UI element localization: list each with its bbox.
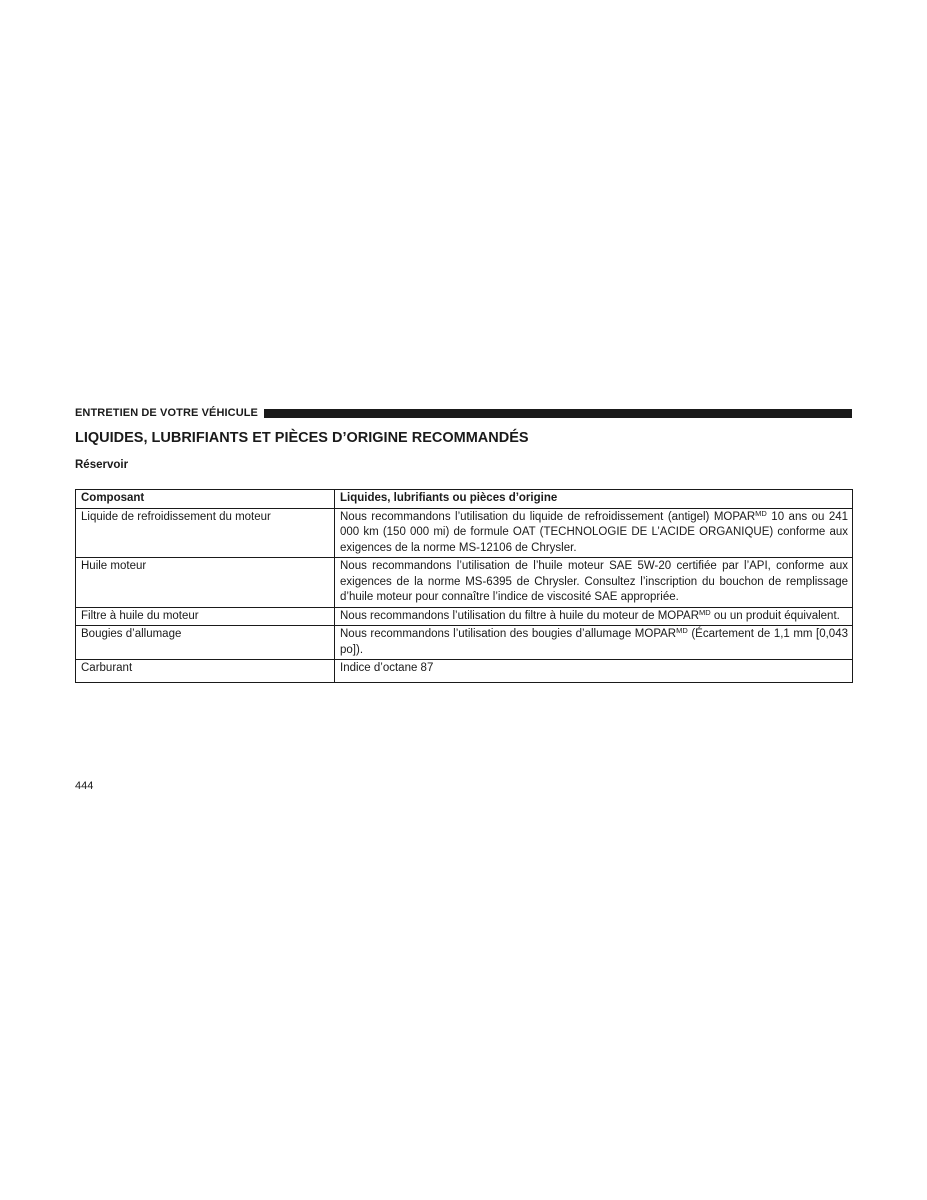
section-header — [75, 406, 852, 420]
column-header-fluids: Liquides, lubrifiants ou pièces d’origine — [335, 490, 853, 509]
fluids-table — [75, 489, 853, 683]
description-cell: Nous recommandons l’utilisation du filtre à huile du moteur de $MOPAR^{MD}$ ou un produit équivalent. — [335, 607, 853, 626]
subheading: Réservoir — [75, 459, 129, 471]
table-row — [76, 626, 853, 660]
component-cell: Liquide de refroidissement du moteur — [76, 508, 335, 558]
description-cell: Nous recommandons l’utilisation des bougies d’allumage $MOPAR^{MD}$ (Écartement de 1,1 mm [0,043 po]). — [335, 626, 853, 660]
section-header-rule — [264, 409, 852, 418]
component-cell: Huile moteur — [76, 558, 335, 608]
page-number: 444 — [75, 780, 94, 792]
trademark-superscript: MD — [699, 607, 711, 617]
description-cell: Nous recommandons l’utilisation du liquide de refroidissement (antigel) $MOPAR^{MD}$ 10 ans ou 241 000 km (150 000 mi) de formule OAT (TECHNOLOGIE DE L’ACIDE ORGANIQUE) conforme aux exigences de la norme MS-12106 de Chrysler. — [335, 508, 853, 558]
column-header-component: Composant — [76, 490, 335, 509]
section-header-label: ENTRETIEN DE VOTRE VÉHICULE — [75, 407, 258, 419]
table-row — [76, 558, 853, 608]
trademark-superscript: MD — [755, 508, 767, 518]
table-header-row — [76, 490, 853, 509]
table-row — [76, 508, 853, 558]
component-cell: Carburant — [76, 660, 335, 683]
description-cell: Indice d’octane 87 — [335, 660, 853, 683]
table-row — [76, 660, 853, 683]
component-cell: Bougies d’allumage — [76, 626, 335, 660]
trademark-superscript: MD — [676, 626, 688, 635]
description-cell: Nous recommandons l’utilisation de l’huile moteur SAE 5W-20 certifiée par l’API, conforme aux exigences de la norme MS-6395 de Chrysler. Consultez l’inscription du bouchon de remplissage d’huile moteur pour connaître l’indice de viscosité SAE appropriée. — [335, 558, 853, 608]
component-cell: Filtre à huile du moteur — [76, 607, 335, 626]
table-row — [76, 607, 853, 626]
page-title: LIQUIDES, LUBRIFIANTS ET PIÈCES D’ORIGINE RECOMMANDÉS — [75, 430, 529, 446]
